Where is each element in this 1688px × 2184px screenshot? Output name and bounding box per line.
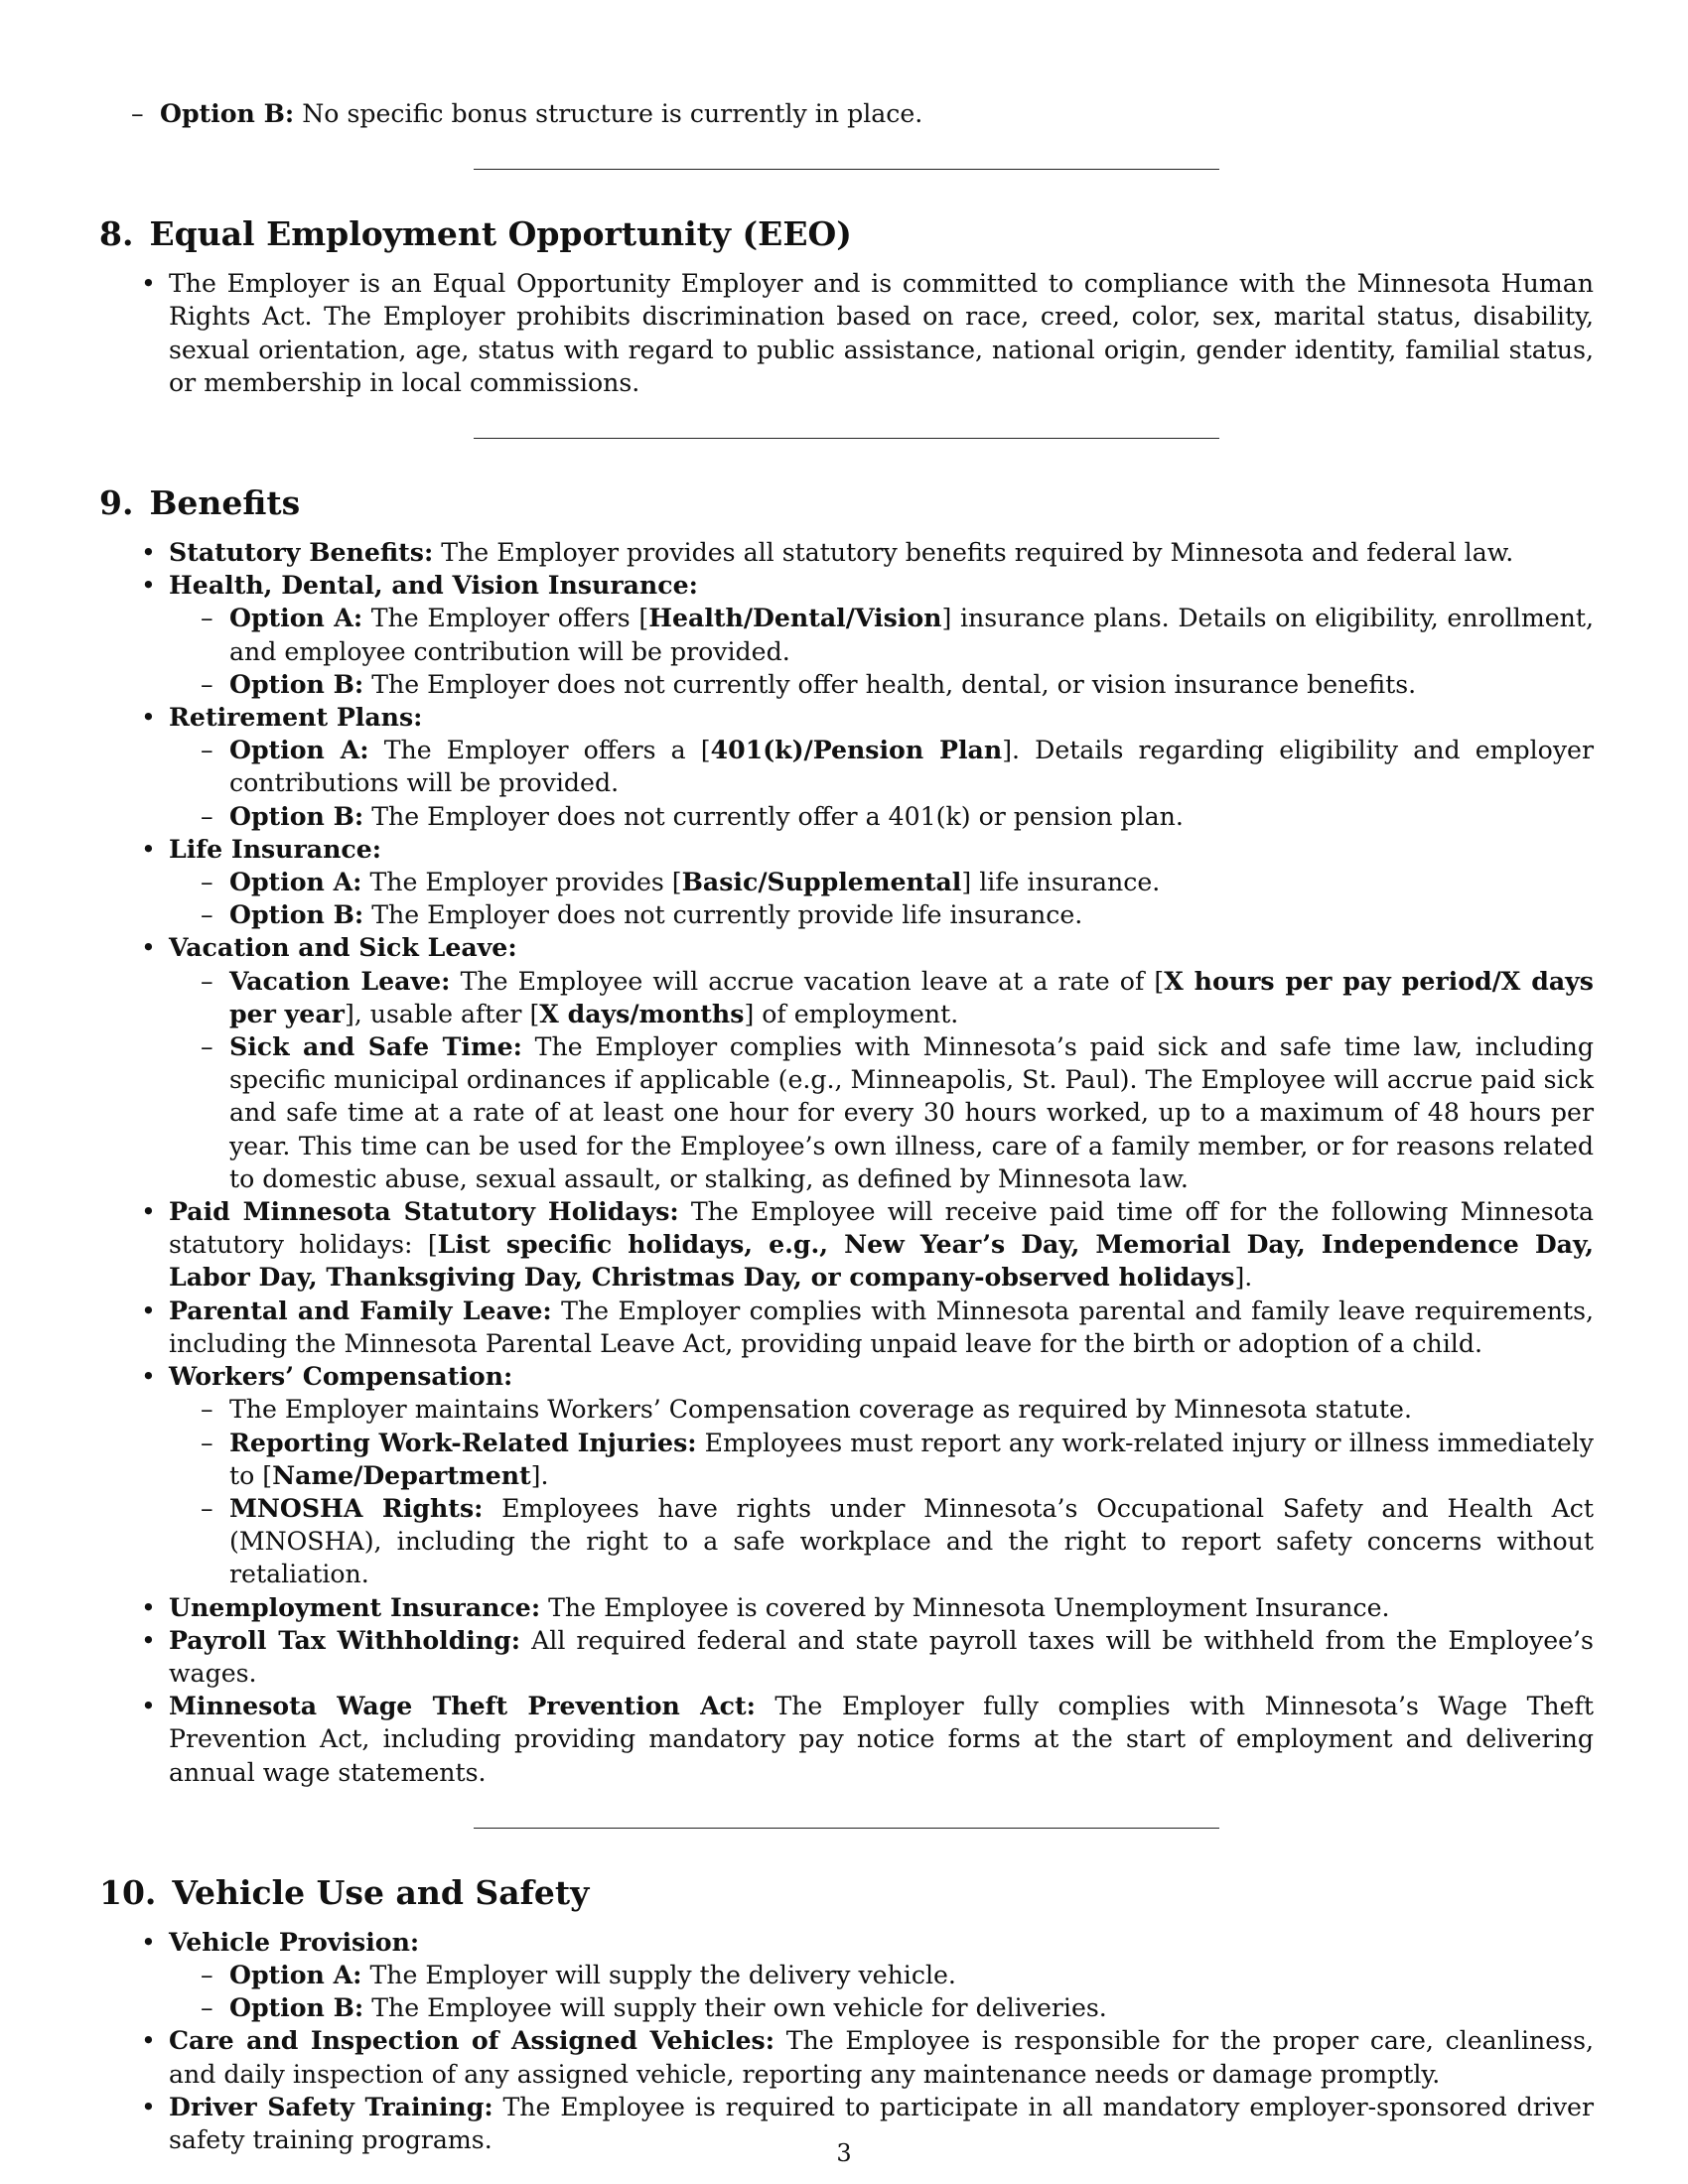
section-divider — [474, 1828, 1219, 1829]
section-9-list — [99, 536, 1594, 1789]
list-item: – Option B: No specific bonus structure is currently in place. — [99, 97, 1594, 130]
list-item: • Retirement Plans: – Option A: The Employer offers a [401(k)/Pension Plan]. Details regarding eligibility and employer contributions will be provided. – Option B: The Employer does not currently offer a 401(k) or pension plan. — [99, 701, 1594, 833]
page-number: 3 — [836, 2139, 852, 2167]
sub-list-item: – Option A: The Employer provides [Basic/Supplemental] life insurance. — [169, 866, 1594, 898]
list-item: • Parental and Family Leave: The Employer complies with Minnesota parental and family leave requirements, including the Minnesota Parental Leave Act, providing unpaid leave for the birth or adoption of a child. — [99, 1295, 1594, 1360]
list-item: • Care and Inspection of Assigned Vehicles: The Employee is responsible for the proper care, cleanliness, and daily inspection of any assigned vehicle, reporting any maintenance needs or damage promptly. — [99, 2024, 1594, 2090]
list-item: • Vacation and Sick Leave: – Vacation Leave: The Employee will accrue vacation leave at a rate of [X hours per pay period/X days per year], usable after [X days/months] of employment. – Sick and Safe Time: The Employer complies with Minnesota’s paid sick and safe time law, including specific municipal ordinances if applicable (e.g., Minneapolis, St. Paul). The Employee will accrue paid sick and safe time at a rate of at least one hour for every 30 hours worked, up to a maximum of 48 hours per year. This time can be used for the Employee’s own illness, care of a family member, or for reasons related to domestic abuse, sexual assault, or stalking, as defined by Minnesota law. — [99, 931, 1594, 1195]
list-item: • The Employer is an Equal Opportunity Employer and is committed to compliance with the Minnesota Human Rights Act. The Employer prohibits discrimination based on race, creed, color, sex, marital status, disability, sexual orientation, age, status with regard to public assistance, national origin, gender identity, familial status, or membership in local commissions. — [99, 267, 1594, 399]
sub-list-item: – Option B: The Employer does not currently provide life insurance. — [169, 898, 1594, 931]
list-item: • Workers’ Compensation: – The Employer maintains Workers’ Compensation coverage as required by Minnesota statute. – Reporting Work-Related Injuries: Employees must report any work-related injury or illness immediately to [Name/Department]. – MNOSHA Rights: Employees have rights under Minnesota’s Occupational Safety and Health Act (MNOSHA), including the right to a safe workplace and the right to report safety concerns without retaliation. — [99, 1360, 1594, 1590]
sub-list — [169, 1959, 1594, 2024]
list-item: • Life Insurance: – Option A: The Employer provides [Basic/Supplemental] life insurance. – Option B: The Employer does not currently provide life insurance. — [99, 833, 1594, 932]
sub-list — [169, 965, 1594, 1195]
list-item: • Vehicle Provision: – Option A: The Employer will supply the delivery vehicle. – Option B: The Employee will supply their own vehicle for deliveries. — [99, 1926, 1594, 2025]
sub-list-item: – The Employer maintains Workers’ Compensation coverage as required by Minnesota statute. — [169, 1393, 1594, 1426]
sub-list-item: – MNOSHA Rights: Employees have rights under Minnesota’s Occupational Safety and Health Act (MNOSHA), including the right to a safe workplace and the right to report safety concerns without retaliation. — [169, 1492, 1594, 1591]
section-divider — [474, 169, 1219, 170]
list-item: • Unemployment Insurance: The Employee is covered by Minnesota Unemployment Insurance. — [99, 1591, 1594, 1624]
sub-list-item: – Option A: The Employer offers [Health/Dental/Vision] insurance plans. Details on eligibility, enrollment, and employee contribution will be provided. — [169, 602, 1594, 667]
sub-list — [169, 1393, 1594, 1590]
list-item: • Health, Dental, and Vision Insurance: – Option A: The Employer offers [Health/Dental/Vision] insurance plans. Details on eligibility, enrollment, and employee contribution will be provided. – Option B: The Employer does not currently offer health, dental, or vision insurance benefits. — [99, 569, 1594, 701]
section-10-list — [99, 1926, 1594, 2156]
sub-list-item: – Sick and Safe Time: The Employer complies with Minnesota’s paid sick and safe time law, including specific municipal ordinances if applicable (e.g., Minneapolis, St. Paul). The Employee will accrue paid sick and safe time at a rate of at least one hour for every 30 hours worked, up to a maximum of 48 hours per year. This time can be used for the Employee’s own illness, care of a family member, or for reasons related to domestic abuse, sexual assault, or stalking, as defined by Minnesota law. — [169, 1030, 1594, 1195]
list-item: • Paid Minnesota Statutory Holidays: The Employee will receive paid time off for the following Minnesota statutory holidays: [List specific holidays, e.g., New Year’s Day, Memorial Day, Independence Day, Labor Day, Thanksgiving Day, Christmas Day, or company-observed holidays]. — [99, 1195, 1594, 1295]
sub-list — [169, 866, 1594, 931]
sub-list — [169, 734, 1594, 833]
section-heading: 8. Equal Employment Opportunity (EEO) — [99, 214, 852, 254]
section-10-vehicle — [99, 1872, 1594, 2156]
list-item: • Statutory Benefits: The Employer provides all statutory benefits required by Minnesota and federal law. — [99, 536, 1594, 569]
section-9-benefits — [99, 482, 1594, 1789]
sub-list-item: – Reporting Work-Related Injuries: Employees must report any work-related injury or illness immediately to [Name/Department]. — [169, 1427, 1594, 1492]
sub-list-item: – Option B: The Employer does not currently offer a 401(k) or pension plan. — [169, 800, 1594, 833]
list-item: • Driver Safety Training: The Employee is required to participate in all mandatory employer-sponsored driver safety training programs. — [99, 2091, 1594, 2156]
list-item: • Minnesota Wage Theft Prevention Act: The Employer fully complies with Minnesota’s Wage Theft Prevention Act, including providing mandatory pay notice forms at the start of employment and delivering annual wage statements. — [99, 1690, 1594, 1789]
document-body — [99, 97, 1594, 2156]
section-heading: 10. Vehicle Use and Safety — [99, 1872, 590, 1912]
list-item: • Payroll Tax Withholding: All required federal and state payroll taxes will be withheld from the Employee’s wages. — [99, 1624, 1594, 1690]
sub-list-item: – Option A: The Employer will supply the delivery vehicle. — [169, 1959, 1594, 1991]
section-divider — [474, 438, 1219, 439]
sub-list-item: – Vacation Leave: The Employee will accrue vacation leave at a rate of [X hours per pay period/X days per year], usable after [X days/months] of employment. — [169, 965, 1594, 1030]
sub-list-item: – Option B: The Employer does not currently offer health, dental, or vision insurance benefits. — [169, 668, 1594, 701]
continued-option-list — [99, 97, 1594, 130]
sub-list-item: – Option A: The Employer offers a [401(k)/Pension Plan]. Details regarding eligibility and employer contributions will be provided. — [169, 734, 1594, 799]
sub-list — [169, 602, 1594, 701]
section-heading: 9. Benefits — [99, 483, 301, 523]
sub-list-item: – Option B: The Employee will supply their own vehicle for deliveries. — [169, 1991, 1594, 2024]
section-8-eeo — [99, 213, 1594, 399]
section-8-list — [99, 267, 1594, 399]
